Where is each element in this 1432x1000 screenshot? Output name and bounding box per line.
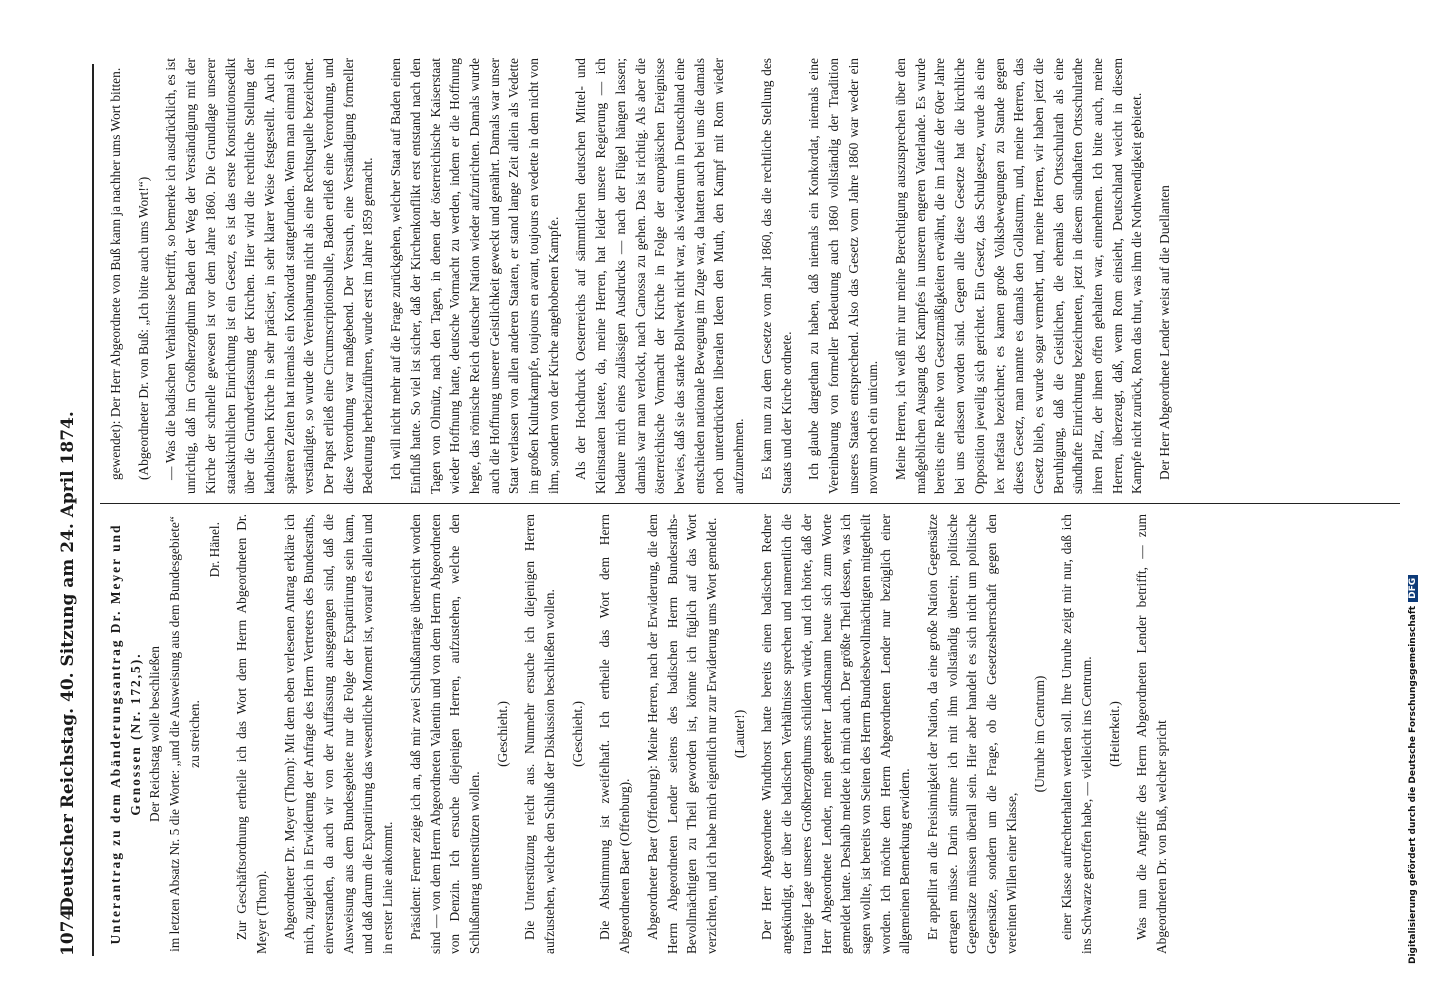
paragraph: Präsident: Ferner zeige ich an, daß mir zwei Schlußanträge überreicht worden sind — von dem Herrn Abgeordneten Valentin und von dem Herrn Abgeordneten von Denzin. Ich ersuche diejenigen Herren, aufzustehen, welche den Schlußantrag unterstützen wollen. [407, 514, 482, 954]
page-number: 1074 [58, 908, 78, 956]
page-header: Deutscher Reichstag. 40. Sitzung am 24. April 1874. [58, 411, 78, 912]
paragraph: gewendet): Der Herr Abgeordnete von Buß kann ja nachher ums Wort bitten. [108, 67, 123, 480]
dfg-logo: DFG [1408, 575, 1418, 602]
stage-direction: (Unruhe im Centrum) [1031, 675, 1047, 793]
paragraph: Der Herr Abgeordnete Windthorst hatte bereits einen badischen Redner angekündigt, der über die badischen Verhältnisse sprechen und namentlich die traurige Lage unseres Großherzogthums schildern würde, und ich hörte, daß der Herr Abgeordnete Lender, mein geehrter Landsmann heute sich zum Worte gemeldet hatte. Deshalb meldete ich mich auch. Der größte Theil dessen, was ich sagen wollte, ist bereits von Seiten des Herrn Bundesbevollmächtigten mitgetheilt worden. Ich möchte dem Herrn Abgeordneten Lender nur bezüglich einer allgemeinen Bemerkung erwidern. [759, 514, 913, 954]
header-rule [92, 64, 94, 956]
stage-direction: (Geschieht.) [569, 701, 585, 767]
paragraph: Meine Herren, ich weiß mir nur meine Berechtigung auszusprechen über den maßgeblichen Ausgang des Kampfes in unserem engeren Vaterlande. Es wurde bereits eine Reihe von Gesetzmäßigkeiten erwähnt, die im Laufe der 60er Jahre bei uns erlassen worden sind. Gegen alle diese Gesetze hat die kirchliche Opposition jeweilig sich gerichtet. Ein Gesetz, das Schulgesetz, wurde als eine lex nefasta bezeichnet; es kamen große Volksbewegungen zu Stande gegen dieses Gesetz, man nannte es damals den Gollasturm, und, meine Herren, das Gesetz blieb, es wurde sogar vermehrt, und, meine Herren, wir haben jetzt die Beruhigung, daß die Geistlichen, die ehemals den Ortsschulrath als eine sündhafte Einrichtung bezeichneten, jetzt in diesem sündhaften Ortsschulrathe ihren Platz, der ihnen offen gehalten war, einnehmen. Ich bitte auch, meine Herren, überzeugt, daß, wenn Rom einsieht, Deutschland weicht in diesem Kampfe nicht zurück, Rom das thut, was ihm die Nothwendigkeit gebietet. [893, 58, 1145, 494]
paragraph: (Abgeordneter Dr. von Buß: „Ich bitte auch ums Wort!“) [135, 176, 151, 480]
motion-heading: im letzten Absatz Nr. 5 die Worte: „und die Ausweisung aus dem Bundesgebiete“ zu streichen. [167, 516, 202, 952]
paragraph: Was nun die Angriffe des Herrn Abgeordneten Lender betrifft, — zum Abgeordneten Dr. von Buß, welcher spricht [1134, 514, 1170, 954]
paragraph: Die Abstimmung ist zweifelhaft. Ich ertheile das Wort dem Herrn Abgeordneten Baer (Offenburg). [597, 514, 633, 954]
paragraph: einer Klasse aufrechterhalten werden soll. Ihre Unruhe zeigt mir nur, daß ich ins Schwarze getroffen habe, — vielleicht ins Centrum. [1059, 514, 1094, 954]
paragraph: Zur Geschäftsordnung ertheile ich das Wort dem Herrn Abgeordneten Dr. Meyer (Thorn). [234, 514, 269, 954]
paragraph: Es kam nun zu dem Gesetze vom Jahr 1860, das die rechtliche Stellung des Staats und der Kirche ordnete. [758, 58, 794, 494]
paragraph: Er appellirt an die Freisinnigkeit der Nation, da eine große Nation Gegensätze ertragen müsse. Darin stimme ich mit ihm vollständig überein; politische Gegensätze müssen überall sein. Hier aber handelt es sich nicht um politische Gegensätze, sondern um die Frage, ob die Gesetzesherrschaft gegen den vereinten Willen einer Klasse, [925, 514, 1019, 954]
paragraph: Als der Hochdruck Oesterreichs auf sämmtlichen deutschen Mittel- und Kleinstaaten lastete, da, meine Herren, hat leider unsere Regierung — ich bedaure mich eines zulässigen Ausdrucks — nach der Flügel hängen lassen; damals war man verlockt, nach Canossa zu gehen. Das ist richtig. Als aber die österreichische Vormacht der Kirche in Folge der europäischen Ereignisse bewies, daß sie das starke Bollwerk nicht war, als wiederum in Deutschland eine entschieden nationale Bewegung im Zuge war, da hatten auch bei uns die damals noch unterdrückten liberalen Ideen den Muth, den Kampf mit Rom wieder aufzunehmen. [573, 58, 747, 494]
paragraph: Ich will nicht mehr auf die Frage zurückgehen, welcher Staat auf Baden einen Einfluß hatte. So viel ist sicher, daß der Kirchenkonflikt erst entstand nach den Tagen von Olmütz, nach den Tagen, in denen der österreichische Kaiserstaat wieder Hoffnung hatte, deutsche Vormacht zu werden, indem er die Hoffnung hegte, das römische Reich deutscher Nation wieder aufzurichten. Damals wurde auch die Hoffnung unserer Geistlichkeit geweckt und genährt. Damals war unser Staat verlassen von allen anderen Staaten, er stand lange Zeit allein als Vedette im großen Kulturkampfe, toujours en avant, toujours en vedette in dem nicht von ihm, sondern von der Kirche angehobenen Kampfe. [388, 58, 561, 494]
signature: Dr. Hänel. [206, 522, 222, 578]
paragraph: — Was die badischen Verhältnisse betrifft, so bemerke ich ausdrücklich, es ist unrichtig, daß im Großherzogthum Baden der Weg der Verständigung mit der Kirche der schnelle gewesen ist vor dem Jahre 1860. Die Grundlage unserer staatskirchlichen Einrichtung ist ein Gesetz, es ist das erste Konstitutionsedikt über die Grundverfassung der Kirchen. Hier wird die rechtliche Stellung der katholischen Kirche in sehr präciser, in sehr klarer Weise festgestellt. Auch in späteren Zeiten hat niemals ein Konkordat stattgefunden. Wenn man einmal sich verständigte, so wurde die Vereinbarung nicht als eine Rechtsquelle bezeichnet. Der Papst erließ eine Circumscriptionsbulle, Baden erließ eine Verordnung, und diese Verordnung war maßgebend. Der Versuch, eine Verständigung formeller Bedeutung herbeizuführen, wurde erst im Jahre 1859 gemacht. [163, 58, 376, 494]
column-divider [100, 503, 1400, 504]
credit-text: Digitalisierung gefördert durch die Deutsche Forschungsgemeinschaft [1408, 605, 1418, 964]
paragraph: Abgeordneter Dr. Meyer (Thorn): Mit dem eben verlesenen Antrag erkläre ich mich, zugleich in Erwiderung der Anfrage des Herrn Vertreters des Bundesraths, einverstanden, da auch wir von der Auffassung ausgegangen sind, daß die Ausweisung aus dem Bundesgebiete nur die Folge der Expatriirung sein kann, und daß darum die Expatriirung das wesentliche Moment ist, worauf es allein und in erster Linie ankommt. [281, 514, 396, 954]
stage-direction: (Lauter!) [731, 709, 747, 759]
right-column [106, 58, 1404, 494]
paragraph: Der Herr Abgeordnete Lender weist auf die Duellanten [1157, 185, 1173, 480]
digitization-credit [1408, 575, 1418, 964]
paragraph: Ich glaube dargethan zu haben, daß niemals ein Konkordat, niemals eine Vereinbarung von formeller Bedeutung auch 1860 vollständig der Tradition unseres Staates entsprechend. Also das Gesetz vom Jahre 1860 war weder ein novum noch ein unicum. [806, 58, 881, 494]
motion-heading: Unterantrag zu dem Abänderungsantrag Dr. Meyer und Genossen (Nr. 172,5). [108, 523, 143, 945]
left-column [106, 514, 1404, 954]
motion-heading: Der Reichstag wolle beschließen [147, 646, 163, 822]
stage-direction: (Geschieht.) [494, 701, 510, 767]
stage-direction: (Heiterkeit.) [1106, 701, 1122, 767]
paragraph: Abgeordneter Baer (Offenburg): Meine Herren, nach der Erwiderung, die dem Herrn Abgeordneten Lender seitens des badischen Herrn Bundesraths-Bevollmächtigten zu Theil geworden ist, könnte ich füglich auf das Wort verzichten, und ich habe mich eigentlich nur zur Erwiderung ums Wort gemeldet. [644, 514, 719, 954]
paragraph: Die Unterstützung reicht aus. Nunmehr ersuche ich diejenigen Herren aufzustehen, welche den Schluß der Diskussion beschließen wollen. [522, 514, 558, 954]
